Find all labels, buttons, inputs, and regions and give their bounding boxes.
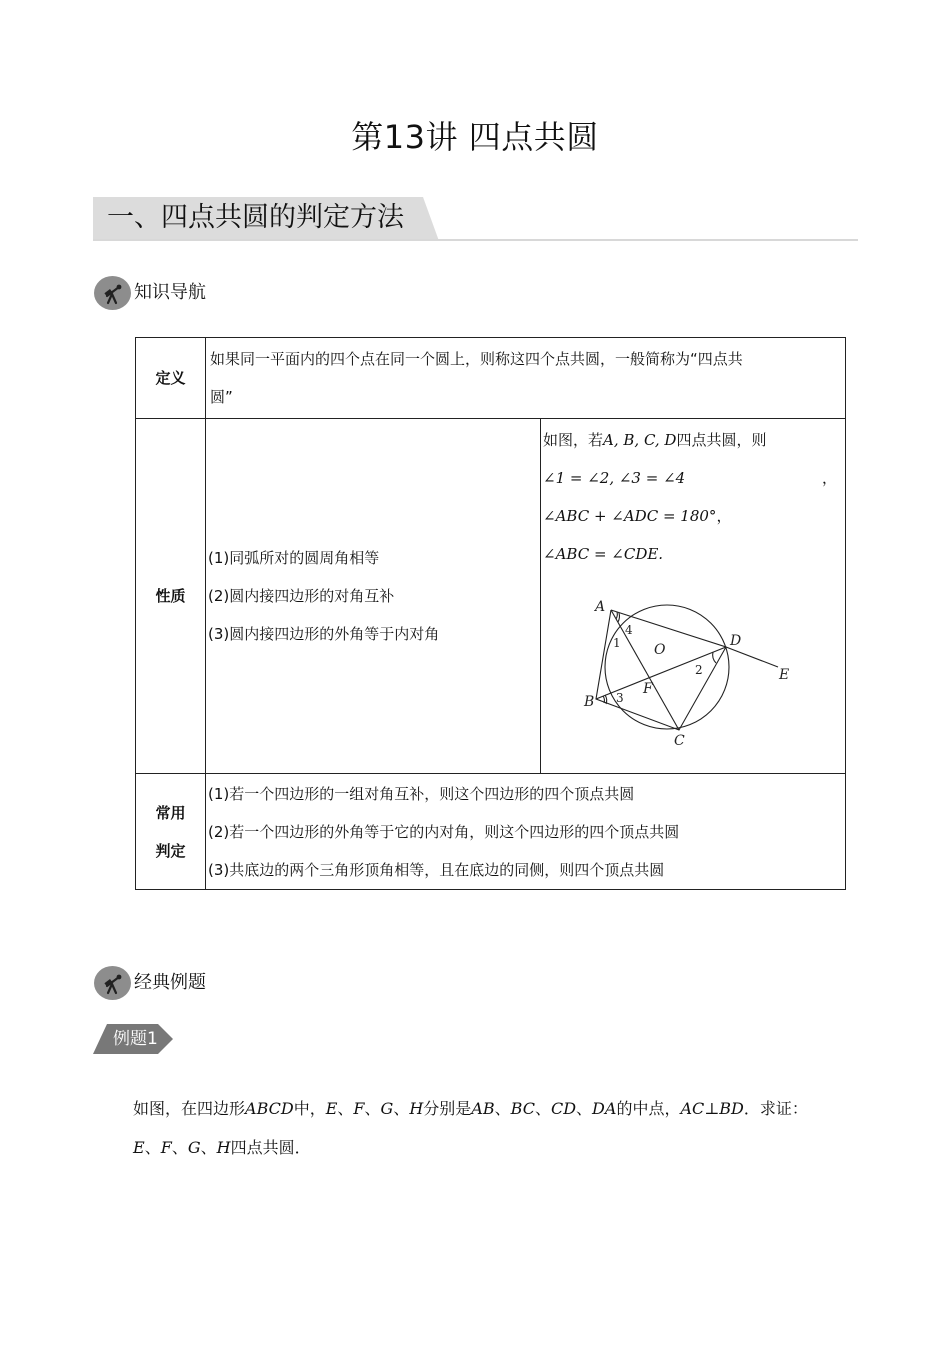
circumcircle — [605, 605, 729, 729]
properties-list-cell — [206, 419, 541, 774]
criteria-item: (3)共底边的两个三角形顶角相等，且在底边的同侧，则四个顶点共圆 — [208, 860, 665, 879]
criteria-header: 常用 判定 — [136, 774, 206, 890]
angle-arc-d — [713, 652, 716, 663]
angle-arc-a — [616, 612, 617, 619]
definition-cell — [206, 338, 846, 419]
criteria-cell — [206, 774, 846, 890]
property-intro: 如图，若A, B, C, D四点共圆，则 — [543, 431, 767, 449]
page-title: 第13讲 四点共圆 — [351, 118, 599, 156]
angle-arc-a2 — [618, 613, 619, 622]
label-o: O — [654, 642, 666, 658]
label-angle-4: 4 — [625, 623, 633, 637]
label-d: D — [730, 633, 742, 649]
classic-examples-label: 经典例题 — [134, 972, 206, 993]
definition-header: 定义 — [136, 338, 206, 419]
extension-de — [726, 647, 778, 667]
label-b: B — [584, 694, 595, 710]
knowledge-table — [135, 337, 846, 890]
properties-header: 性质 — [136, 419, 206, 774]
formula-supplementary: ∠ABC + ∠ADC = 180°， — [543, 507, 732, 525]
label-c: C — [674, 733, 685, 749]
telescope-icon — [94, 276, 131, 310]
example-question-line-2: E、F、G、H四点共圆． — [133, 1138, 311, 1157]
formula-exterior-angle: ∠ABC = ∠CDE. — [543, 545, 664, 563]
label-e: E — [779, 667, 790, 683]
example-tag-label: 例题1 — [113, 1029, 158, 1049]
label-angle-2: 2 — [695, 663, 703, 677]
properties-figure-cell — [541, 419, 846, 774]
telescope-icon — [94, 966, 131, 1000]
criteria-item: (2)若一个四边形的外角等于它的内对角，则这个四边形的四个顶点共圆 — [208, 822, 680, 841]
property-item: (2)圆内接四边形的对角互补 — [208, 587, 395, 605]
definition-line-1: 如果同一平面内的四个点在同一个圆上，则称这四个点共圆，一般简称为“四点共 — [210, 350, 743, 368]
criteria-item: (1)若一个四边形的一组对角互补，则这个四边形的四个顶点共圆 — [208, 784, 635, 803]
section-heading: 一、四点共圆的判定方法 — [107, 202, 404, 233]
definition-line-2: 圆” — [210, 388, 233, 406]
label-a: A — [595, 599, 606, 615]
quadrilateral — [596, 610, 726, 730]
section-divider — [93, 239, 858, 241]
points-abcd: A, B, C, D — [603, 431, 677, 449]
cyclic-quadrilateral-figure — [583, 589, 813, 749]
label-angle-1: 1 — [613, 636, 621, 650]
property-item: (1)同弧所对的圆周角相等 — [208, 549, 380, 567]
formula-angles-equal: ∠1 = ∠2, ∠3 = ∠4 ， — [543, 469, 837, 487]
property-item: (3)圆内接四边形的外角等于内对角 — [208, 625, 440, 643]
example-question-line-1: 如图，在四边形ABCD中，E、F、G、H分别是AB、BC、CD、DA的中点，AC⊥BD．求证： — [133, 1099, 808, 1118]
label-angle-3: 3 — [616, 691, 624, 705]
knowledge-nav-label: 知识导航 — [134, 282, 206, 303]
label-f: F — [643, 681, 653, 697]
